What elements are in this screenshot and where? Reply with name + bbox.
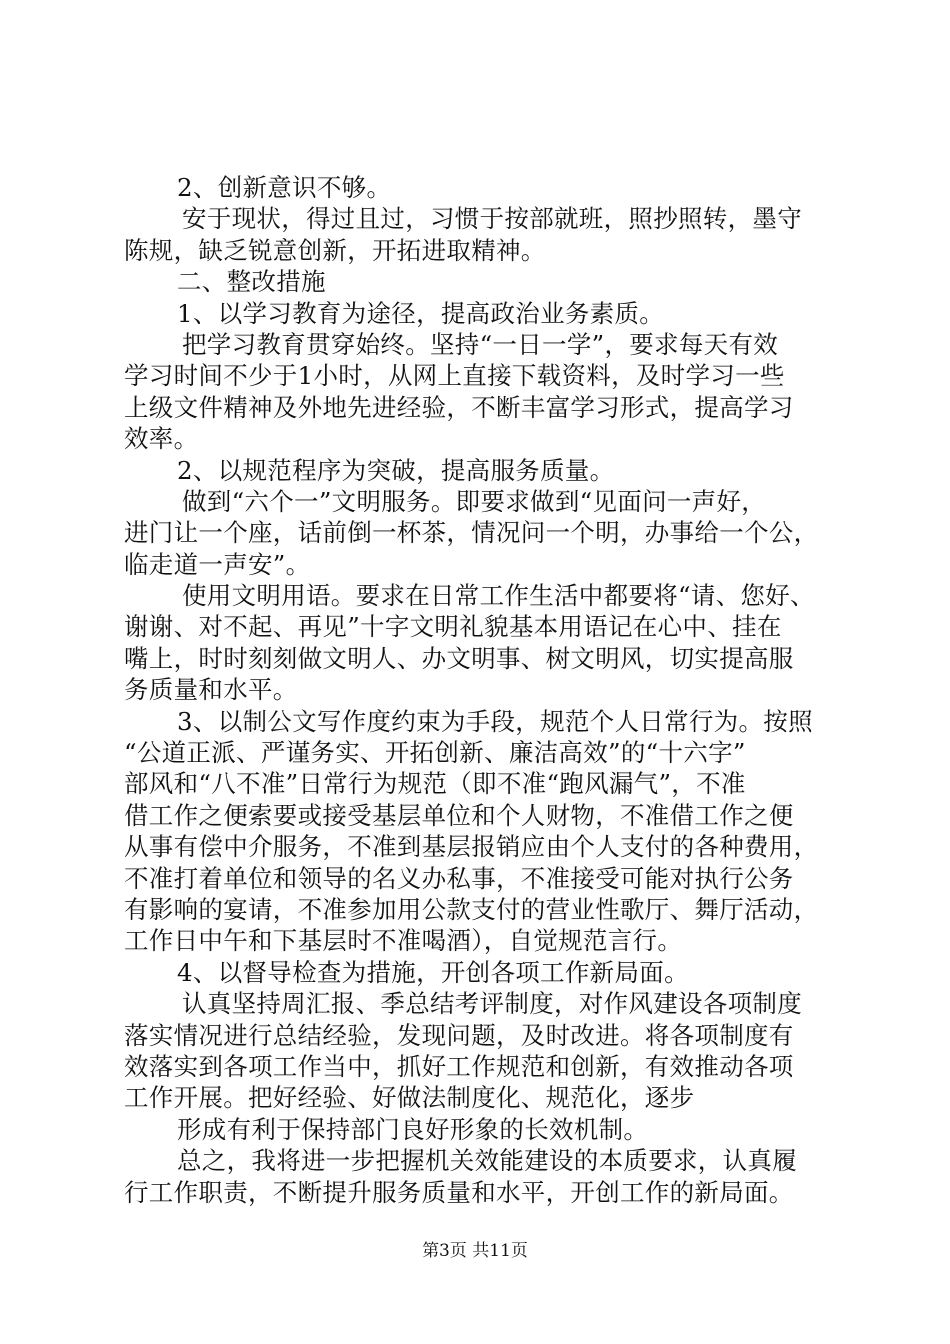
paragraph-line: 使用文明用语。要求在日常工作生活中都要将“请、您好、 [182,581,815,611]
paragraph-line: 部风和“八不准”日常行为规范（即不准“跑风漏气”，不准 [124,769,746,799]
paragraph-line: 做到“六个一”文明服务。即要求做到“见面问一声好， [182,486,767,516]
paragraph-line: 把学习教育贯穿始终。坚持“一日一学”，要求每天有效 [182,329,779,359]
paragraph-line: 效落实到各项工作当中，抓好工作规范和创新，有效推动各项 [124,1051,794,1081]
document-body [124,172,836,1208]
paragraph-line: 工作日中午和下基层时不准喝酒），自觉规范言行。 [124,926,683,956]
paragraph-line: 行工作职责，不断提升服务质量和水平，开创工作的新局面。 [124,1177,794,1207]
paragraph-line: 总之，我将进一步把握机关效能建设的本质要求，认真履 [177,1146,797,1176]
paragraph-line: 务质量和水平。 [124,675,298,705]
paragraph-line: 借工作之便索要或接受基层单位和个人财物，不准借工作之便 [124,800,794,830]
paragraph-line: 安于现状，得过且过，习惯于按部就班，照抄照转，墨守 [182,204,802,234]
paragraph-line: 进门让一个座，话前倒一杯茶，情况问一个明，办事给一个公， [124,518,819,548]
paragraph-line: 陈规，缺乏锐意创新，开拓进取精神。 [124,235,546,265]
subsection-heading: 1、以学习教育为途径，提高政治业务素质。 [177,298,665,328]
section-heading: 二、整改措施 [177,267,326,297]
paragraph-line: 有影响的宴请，不准参加用公款支付的营业性歌厅、舞厅活动， [124,894,819,924]
subsection-heading: 4、以督导检查为措施，开创各项工作新局面。 [177,957,689,987]
paragraph-line: 落实情况进行总结经验，发现问题，及时改进。将各项制度有 [124,1020,794,1050]
paragraph-line: 上级文件精神及外地先进经验，不断丰富学习形式，提高学习 [124,392,794,422]
paragraph-line: 认真坚持周汇报、季总结考评制度，对作风建设各项制度 [182,989,802,1019]
paragraph-line: 形成有利于保持部门良好形象的长效机制。 [177,1114,649,1144]
page-number: 第3页 共11页 [422,1241,528,1261]
paragraph-line: 工作开展。把好经验、好做法制度化、规范化，逐步 [124,1083,695,1113]
paragraph-line: 谢谢、对不起、再见”十字文明礼貌基本用语记在心中、挂在 [124,612,782,642]
paragraph-line: 学习时间不少于1小时，从网上直接下载资料，及时学习一些 [124,361,785,391]
paragraph-line: 效率。 [124,424,199,454]
page-footer [0,1240,950,1262]
paragraph-line: 2、创新意识不够。 [177,173,392,202]
paragraph-line: 临走道一声安”。 [124,549,311,579]
paragraph-line: 不准打着单位和领导的名义办私事，不准接受可能对执行公务 [124,863,794,893]
paragraph-line: 嘴上，时时刻刻做文明人、办文明事、树文明风，切实提高服 [124,643,794,673]
subsection-heading: 3、以制公文写作度约束为手段，规范个人日常行为。按照 [177,706,813,736]
paragraph-line: “公道正派、严谨务实、开拓创新、廉洁高效”的“十六字” [124,738,746,768]
subsection-heading: 2、以规范程序为突破，提高服务质量。 [177,455,615,485]
paragraph-line: 从事有偿中介服务，不准到基层报销应由个人支付的各种费用， [124,832,819,862]
